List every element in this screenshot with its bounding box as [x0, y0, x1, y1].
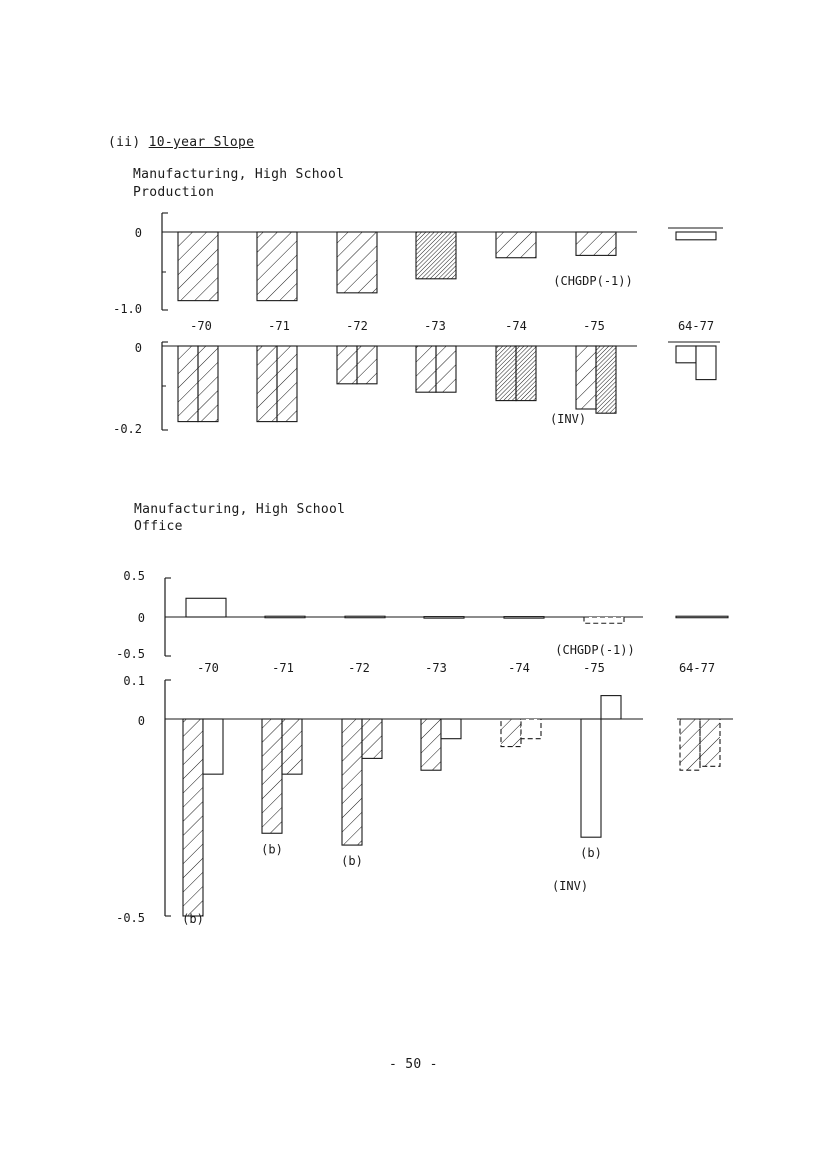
chart1-subtitle: Production: [133, 185, 215, 200]
category-label--75: -75: [583, 661, 605, 675]
category-label--72: -72: [348, 661, 370, 675]
annotation-b--71: (b): [261, 842, 283, 857]
bar--75: [584, 617, 624, 623]
bar-s1-64-77: [676, 346, 696, 363]
bar-s2--71: [282, 719, 302, 774]
bar-s2--75: [596, 346, 616, 413]
bar--71: [257, 232, 297, 301]
category-label--73: -73: [424, 319, 446, 333]
y-tick-label: 0: [137, 714, 145, 728]
bar--74: [496, 232, 536, 258]
annotation-b--72: (b): [341, 854, 363, 869]
y-tick-label: -0.2: [113, 422, 142, 436]
bar-s2--70: [203, 719, 223, 774]
bar-s1--75: [581, 719, 601, 837]
panel-label: (INV): [549, 412, 587, 426]
bar-s2--72: [357, 346, 377, 384]
bar-s1--73: [421, 719, 441, 770]
bar-s2-64-77: [700, 719, 720, 766]
bar-s2--73: [436, 346, 456, 392]
panel-label: (INV): [551, 879, 589, 893]
bar--70: [186, 598, 226, 617]
bar-s2--73: [441, 719, 461, 739]
bar-s1--73: [416, 346, 436, 392]
y-tick-label: -0.5: [116, 647, 145, 661]
bar-s2--72: [362, 719, 382, 758]
y-tick-label: -0.5: [116, 911, 145, 925]
category-label--75: -75: [583, 319, 605, 333]
category-label--74: -74: [505, 319, 527, 333]
annotation-b--75: (b): [580, 846, 602, 861]
y-tick-label: 0: [134, 341, 142, 355]
y-tick-label: 0: [134, 226, 142, 240]
bar-64-77: [676, 232, 716, 240]
bar--72: [337, 232, 377, 293]
bar-s2--74: [516, 346, 536, 401]
bar-s2--71: [277, 346, 297, 422]
bar-s2-64-77: [696, 346, 716, 380]
bar-s1--70: [183, 719, 203, 916]
bar-64-77: [676, 616, 728, 618]
page-number: - 50 -: [389, 1057, 438, 1072]
category-label--71: -71: [272, 661, 294, 675]
bar--74: [504, 617, 544, 619]
category-label--71: -71: [268, 319, 290, 333]
category-label--74: -74: [508, 661, 530, 675]
annotation-b--70: (b): [182, 912, 204, 926]
bar-s1--70: [178, 346, 198, 422]
category-label-64-77: 64-77: [677, 319, 715, 333]
bar--70: [178, 232, 218, 301]
bar-s1-64-77: [680, 719, 700, 770]
panel-label: (CHGDP(-1)): [553, 274, 633, 288]
bar-s1--74: [501, 719, 521, 747]
category-label--73: -73: [425, 661, 447, 675]
panel-label: (CHGDP(-1)): [555, 643, 635, 657]
bar-s2--75: [601, 696, 621, 719]
y-tick-label: 0.1: [123, 674, 145, 688]
bar--73: [424, 617, 464, 619]
chart2-subtitle: Office: [134, 519, 183, 534]
bar--71: [265, 616, 305, 618]
category-label--70: -70: [190, 319, 212, 333]
bar-s1--74: [496, 346, 516, 401]
bar-s1--71: [257, 346, 277, 422]
chart1-title: Manufacturing, High School: [133, 167, 345, 182]
bar-s1--72: [342, 719, 362, 845]
category-label--70: -70: [197, 661, 219, 675]
bar--75: [576, 232, 616, 255]
section-title: 10-year Slope: [148, 135, 255, 150]
category-label--72: -72: [346, 319, 368, 333]
category-label-64-77: 64-77: [678, 661, 716, 675]
section-prefix: (ii): [108, 135, 141, 150]
bar-s1--71: [262, 719, 282, 833]
bar-s1--72: [337, 346, 357, 384]
chart2-title: Manufacturing, High School: [134, 502, 346, 517]
bar--73: [416, 232, 456, 279]
y-tick-label: 0.5: [123, 569, 145, 583]
y-tick-label: 0: [137, 611, 145, 625]
bar-s2--74: [521, 719, 541, 739]
y-tick-label: -1.0: [113, 302, 142, 316]
bar--72: [345, 616, 385, 618]
bar-s2--70: [198, 346, 218, 422]
bar-s1--75: [576, 346, 596, 409]
